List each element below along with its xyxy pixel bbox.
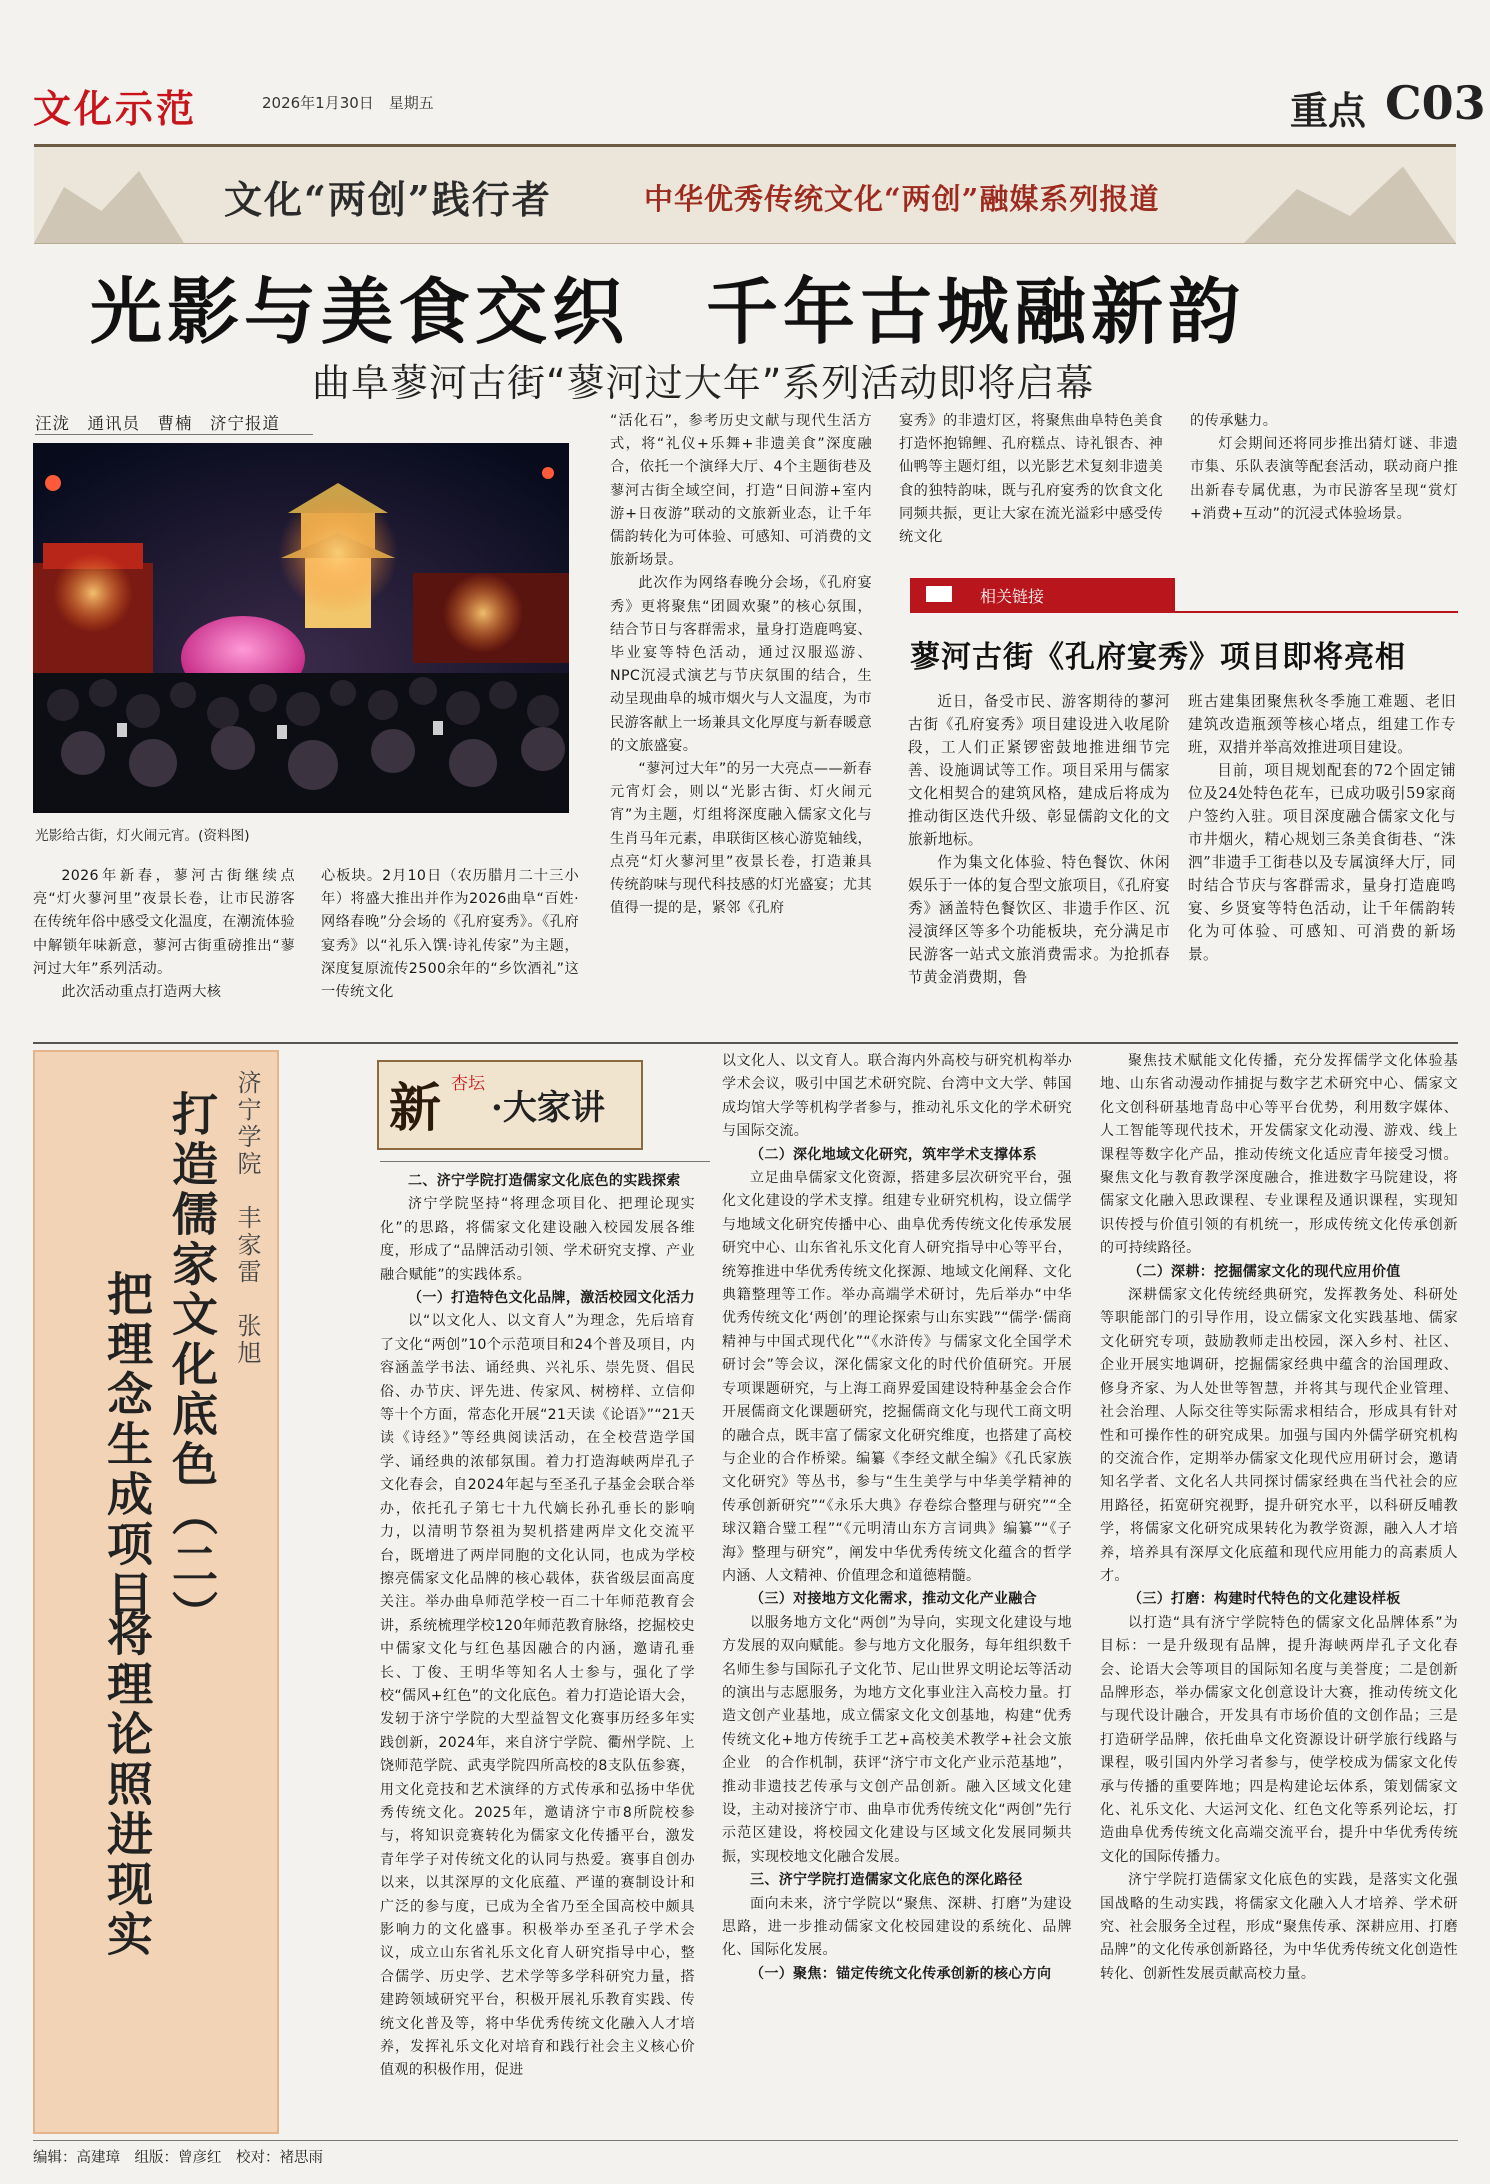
issue-date: 2026年1月30日 星期五 — [262, 94, 434, 112]
paragraph: 班古建集团聚焦秋冬季施工难题、老旧建筑改造瓶颈等核心堵点，组建工作专班，双措并举高效推进项目建设。 — [1188, 693, 1456, 756]
paragraph: 济宁学院打造儒家文化底色的实践，是落实文化强国战略的生动实践，将儒家文化融入人才培养、学术研究、社会服务全过程，形成“聚焦传承、深耕应用、打磨品牌”的文化传承创新路径，为中华优秀传统文化创造性转化、创新性发展贡献高校力量。 — [1100, 1872, 1458, 1982]
photo-caption: 光影给古街，灯火闹元宵。(资料图) — [35, 828, 250, 844]
lantern-festival-photo — [33, 443, 569, 813]
paragraph: 以服务地方文化“两创”为导向，实现文化建设与地方发展的双向赋能。参与地方文化服务，每年组织数千名师生参与国际孔子文化节、尼山世界文明论坛等活动的演出与志愿服务，为地方文化事业注入高校力量。打造文创产业基地，成立儒家文化文创基地，构建“优秀传统文化+地方传统手工艺+高校美术教学+社会文旅企业 的合作机制，获评“济宁市文化产业示范基地”，推动非遗技艺传承与文创产品创新。融入区域文化建设，主动对接济宁市、曲阜市优秀传统文化“两创”先行示范区建设，将校园文化建设与区域文化发展同频共振，实现校地文化融合发展。 — [722, 1614, 1072, 1865]
banner-series-title: 中华优秀传统文化“两创”融媒系列报道 — [644, 182, 1160, 216]
footer-divider — [33, 2140, 1458, 2141]
article-column-1 — [33, 865, 295, 1004]
related-link-label: 相关链接 — [980, 587, 1045, 606]
lecture-subheading: 二、济宁学院打造儒家文化底色的实践探索 — [408, 1173, 681, 1189]
related-column-1 — [908, 690, 1170, 989]
related-link-tag — [910, 578, 1175, 611]
paragraph: “蓼河过大年”的另一大亮点——新春元宵灯会，则以“光影古街、灯火闹元宵”为主题，灯组将深度融入儒家文化与生肖马年元素，串联街区核心游览轴线，点亮“灯火蓼河里”夜景长卷，打造兼具传统韵味与现代科技感的灯光盛宴；尤其值得一提的是，紧邻《孔府 — [610, 761, 872, 917]
paragraph: 济宁学院坚持“将理念项目化、把理论现实化”的思路，将儒家文化建设融入校园发展各维度，形成了“品牌活动引领、学术研究支撑、产业融合赋能”的实践体系。 — [380, 1196, 695, 1283]
lecture-author: 济宁学院 丰家雷 张旭 — [233, 1070, 261, 1367]
paragraph: 以文化人、以文育人。联合海内外高校与研究机构举办学术会议，吸引中国艺术研究院、台湾中文大学、韩国成均馆大学等机构学者参与，推动礼乐文化的学术研究与国际交流。 — [722, 1053, 1072, 1140]
link-icon — [926, 586, 952, 602]
paragraph: 目前，项目规划配套的72个固定铺位及24处特色花车，已成功吸引59家商户签约入驻。项目深度融合儒家文化与市井烟火，精心规划三条美食街巷、“洙泗”非遗手工街巷以及专属演绎大厅，同时结合节庆与客群需求，量身打造鹿鸣宴、乡贤宴等特色活动，让千年儒韵转化为可体验、可感知、可消费的新场景。 — [1188, 762, 1456, 963]
paragraph: 以打造“具有济宁学院特色的儒家文化品牌体系”为目标：一是升级现有品牌，提升海峡两岸孔子文化春会、论语大会等项目的国际知名度与美誉度；二是创新品牌形态，举办儒家文化创意设计大赛，推动传统文化与现代设计融合，开发具有市场价值的文创作品；三是打造研学品牌，依托曲阜文化资源设计研学旅行线路与课程，吸引国内外学习者参与，使学校成为儒家文化传承与传播的重要阵地；四是构建论坛体系，策划儒家文化、礼乐文化、大运河文化、红色文化等系列论坛，打造曲阜优秀传统文化高端交流平台，提升中华优秀传统文化的国际传播力。 — [1100, 1614, 1458, 1865]
lecture-subheading: （三）打磨：构建时代特色的文化建设样板 — [1128, 1591, 1401, 1608]
section-divider — [33, 1042, 1458, 1044]
badge-column-name: ·大家讲 — [491, 1088, 605, 1128]
related-divider — [910, 611, 1458, 613]
related-headline: 蓼河古街《孔府宴秀》项目即将亮相 — [910, 640, 1406, 675]
article-column-2 — [321, 865, 579, 1004]
byline-divider — [35, 434, 313, 435]
paragraph: 2026年新春，蓼河古街继续点亮“灯火蓼河里”夜景长卷，让市民游客在传统年俗中感受文化温度，在潮流体验中解锁年味新意，蓼河古街重磅推出“蓼河过大年”系列活动。 — [33, 868, 295, 977]
paragraph: 聚焦技术赋能文化传播，充分发挥儒学文化体验基地、山东省动漫动作捕捉与数字艺术研究中心、儒家文化文创科研基地青岛中心等平台优势，利用数字媒体、人工智能等现代技术，开发儒家文化动漫、游戏、线上课程等数字化产品，推动传统文化适应青年接受习惯。聚焦文化与教育教学深度融合，推进数字马院建设，将儒家文化融入思政课程、专业课程及通识课程，实现知识传授与价值引领的有机统一，形成传统文化传承创新的可持续路径。 — [1100, 1053, 1458, 1257]
headline: 光影与美食交织 千年古城融新韵 — [90, 269, 1246, 354]
lecture-subheading: （二）深耕：挖掘儒家文化的现代应用价值 — [1128, 1263, 1401, 1280]
badge-forum: 杏坛 — [451, 1074, 485, 1094]
paragraph: 此次作为网络春晚分会场，《孔府宴秀》更将聚焦“团圆欢聚”的核心氛围，结合节日与客群需求，量身打造鹿鸣宴、毕业宴等特色活动，通过汉服巡游、NPC沉浸式演艺与节庆氛围的结合，生动呈现曲阜的城市烟火与人文温度，为市民游客献上一场兼具文化厚度与新春暖意的文旅盛宴。 — [610, 575, 872, 754]
newspaper-logo: 文化示范 — [33, 86, 198, 131]
paragraph: 深耕儒家文化传统经典研究，发挥教务处、科研处等职能部门的引导作用，设立儒家文化实践基地、儒家文化研究专项，鼓励教师走出校园，深入乡村、社区、企业开展实地调研，挖掘儒家经典中蕴含的治国理政、修身齐家、为人处世等智慧，并将其与现代企业管理、社会治理、人际交往等实际需求相结合，形成具有针对性和可操作性的研究成果。加强与国内外儒学研究机构的交流合作，定期举办儒家文化现代应用研讨会，邀请知名学者、文化名人共同探讨儒家经典在当代社会的应用路径，拓宽研究视野，提升研究水平，以科研反哺教学，将儒家文化研究成果转化为教学资源，融入人才培养，培养具有深厚文化底蕴和现代应用能力的高素质人才。 — [1100, 1287, 1458, 1584]
article-column-3 — [610, 410, 872, 920]
lecture-subheading: （二）深化地域文化研究，筑牢学术支撑体系 — [750, 1146, 1037, 1163]
photo-illustration — [33, 443, 569, 813]
paragraph: 心板块。2月10日（农历腊月二十三小年）将盛大推出并作为2026曲阜“百姓·网络春晚”分会场的《孔府宴秀》。《孔府宴秀》以“礼乐入馔·诗礼传家”为主题，深度复原流传2500余年的“乡饮酒礼”这一传统文化 — [321, 868, 579, 1001]
paragraph: 宴秀》的非遗灯区，将聚焦曲阜特色美食打造怀抱锦鲤、孔府糕点、诗礼银杏、神仙鸭等主题灯组，以光影艺术复刻非遗美食的独特韵味，既与孔府宴秀的饮食文化同频共振，更让大家在流光溢彩中感受传统文化 — [899, 413, 1163, 546]
paragraph: 作为集文化体验、特色餐饮、休闲娱乐于一体的复合型文旅项目，《孔府宴秀》涵盖特色餐饮区、非遗手作区、沉浸演绎区等多个功能板块，充分满足市民游客一站式文旅消费需求。为抢抓春节黄金消费期，鲁 — [908, 854, 1170, 986]
lecture-subtitle-1: 把理念生成项目 — [100, 1270, 154, 1620]
column-badge — [377, 1060, 643, 1150]
series-banner — [34, 144, 1456, 244]
paragraph: 此次活动重点打造两大核 — [61, 984, 222, 1001]
article-column-5 — [1190, 410, 1458, 526]
paragraph: 以“以文化人、以文育人”为理念，先后培育了文化“两创”10个示范项目和24个普及项目，内容涵盖学书法、诵经典、兴礼乐、崇先贤、倡民俗、办节庆、评先进、传家风、树榜样、立信仰等十个方面，常态化开展“21天读《论语》”“21天读《诗经》”等经典阅读活动，在全校营造学国学、诵经典的浓郁氛围。着力打造海峡两岸孔子文化春会，自2024年起与至圣孔子基金会联合举办，依托孔子第七十九代嫡长孙孔垂长的影响力，以清明节祭祖为契机搭建两岸文化交流平台，既增进了两岸同胞的文化认同，也成为学校擦亮儒家文化品牌的核心载体，获省级层面高度关注。举办曲阜师范学校一百二十年师范教育会讲，系统梳理学校120年师范教育脉络，挖掘校史中儒家文化与红色基因融合的内涵，邀请孔垂长、丁俊、王明华等知名人士参与，强化了学校“儒风+红色”的文化底色。着力打造论语大会，发轫于济宁学院的大型益智文化赛事历经多年实践创新，2024年，来自济宁学院、衢州学院、上饶师范学院、武夷学院四所高校的8支队伍参赛，用文化竞技和艺术演绎的方式传承和弘扬中华优秀传统文化。2025年，邀请济宁市8所院校参与，将知识竞赛转化为儒家文化传播平台，激发青年学子对传统文化的认同与热爱。赛事自创办以来，以其深厚的文化底蕴、严谨的赛制设计和广泛的参与度，已成为全省乃至全国高校中颇具影响力的文化盛事。积极举办至圣孔子学术会议，成立山东省礼乐文化育人研究指导中心，整合儒学、历史学、艺术学等多学科研究力量，搭建跨领域研究平台，积极开展礼乐教育实践、传统文化普及等，将中华优秀传统文化融入人才培养，发挥礼乐文化对培育和践行社会主义核心价值观的积极作用，促进 — [380, 1313, 695, 2079]
lecture-subheading: （一）聚焦：锚定传统文化传承创新的核心方向 — [750, 1965, 1052, 1982]
subheadline: 曲阜蓼河古街“蓼河过大年”系列活动即将启幕 — [312, 361, 1095, 405]
paragraph: 灯会期间还将同步推出猜灯谜、非遗市集、乐队表演等配套活动，联动商户推出新春专属优惠，为市民游客呈现“赏灯+消费+互动”的沉浸式体验场景。 — [1190, 436, 1458, 522]
lecture-column-1 — [380, 1170, 695, 2083]
banner-slogan: 文化“两创”践行者 — [224, 177, 552, 222]
article-column-4 — [899, 410, 1163, 549]
lecture-column-2 — [722, 1050, 1072, 1986]
editorial-credits: 编辑：高建璋 组版：曾彦红 校对：褚思雨 — [33, 2150, 323, 2166]
paragraph: 立足曲阜儒家文化资源，搭建多层次研究平台，强化文化建设的学术支撑。组建专业研究机构，设立儒学与地域文化研究传播中心、曲阜优秀传统文化传承发展研究中心、山东省礼乐文化育人研究指导中心等平台，统筹推进中华优秀传统文化探源、地域文化阐释、文化典籍整理等工作。举办高端学术研讨，先后举办“中华优秀传统文化‘两创’的理论探索与山东实践”“儒学·儒商精神与中国式现代化”“《水浒传》与儒家文化全国学术研讨会”等会议，深化儒家文化的时代价值研究。开展专项课题研究，与上海工商界爱国建设特种基金会合作开展儒商文化课题研究，挖掘儒商文化与现代工商文明的融合点，既丰富了儒家文化研究维度，也搭建了高校与企业的合作桥梁。编纂《李经文献全编》《孔氏家族文化研究》等丛书，参与“生生美学与中华美学精神的传承创新研究”“《永乐大典》存卷综合整理与研究”“全球汉籍合璧工程”“《元明清山东方言词典》编纂”“《子海》整理与研究”，阐发中华优秀传统文化蕴含的哲学内涵、人文精神、价值理念和道德精髓。 — [722, 1170, 1072, 1584]
lecture-subtitle-2: 将理论照进现实 — [100, 1610, 154, 1960]
paragraph: 面向未来，济宁学院以“聚焦、深耕、打磨”为建设思路，进一步推动儒家文化校园建设的系统化、品牌化、国际化发展。 — [722, 1895, 1072, 1959]
lecture-subheading: （三）对接地方文化需求，推动文化产业融合 — [750, 1591, 1037, 1608]
lecture-subheading: 三、济宁学院打造儒家文化底色的深化路径 — [750, 1872, 1023, 1889]
section-label: 重点 — [1290, 88, 1367, 133]
paragraph: 近日，备受市民、游客期待的蓼河古街《孔府宴秀》项目建设进入收尾阶段，工人们正紧锣密鼓地推进细节完善、设施调试等工作。项目采用与儒家文化相契合的建筑风格，建成后将成为推动街区迭代升级、彰显儒韵文化的文旅新地标。 — [908, 693, 1170, 848]
lecture-subheading: （一）打造特色文化品牌，激活校园文化活力 — [408, 1290, 695, 1307]
lecture-column-3 — [1100, 1050, 1458, 1986]
page-number: C03 — [1385, 76, 1486, 130]
badge-divider — [380, 1161, 710, 1162]
badge-new: 新 — [389, 1078, 442, 1139]
lecture-main-title: 打造儒家文化底色（二） — [165, 1090, 219, 1640]
paragraph: “活化石”，参考历史文献与现代生活方式，将“礼仪+乐舞+非遗美食”深度融合，依托一个演绎大厅、4个主题街巷及蓼河古街全域空间，打造“日间游+室内游+日夜游”联动的文旅新业态，让千年儒韵转化为可体验、可感知、可消费的文旅新场景。 — [610, 413, 872, 569]
paragraph: 的传承魅力。 — [1190, 413, 1278, 429]
related-column-2 — [1188, 690, 1456, 966]
byline: 汪泷 通讯员 曹楠 济宁报道 — [35, 414, 280, 433]
